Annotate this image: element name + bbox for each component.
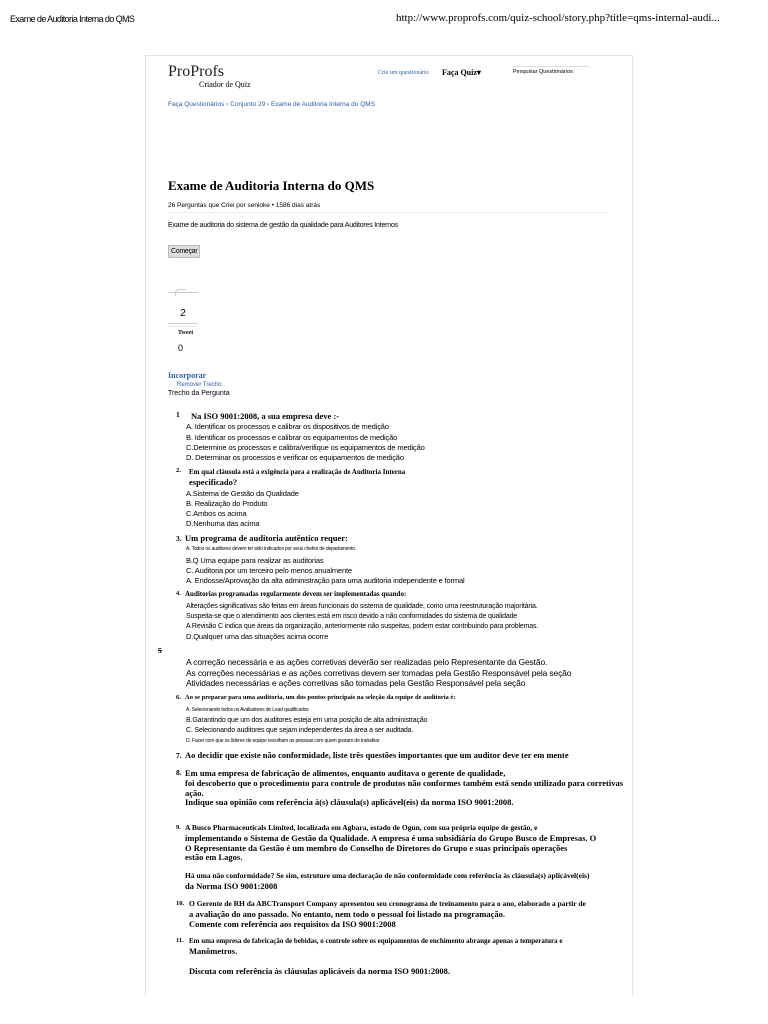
create-quiz-link[interactable]: Crie um questionário (378, 70, 429, 76)
question-number: 4. (176, 590, 181, 597)
answer-option: C.Ambos os acima (186, 509, 247, 518)
answer-option: Alterações significativas são feitas em áreas funcionais do sistema de qualidade, como uma reestruturação majoritária. (186, 603, 538, 610)
breadcrumb[interactable]: Faça Questionários › Conjunto 29 › Exame de Auditoria Interna do QMS (168, 101, 376, 108)
question-text: especificado? (189, 477, 238, 487)
share-count: 2 (180, 308, 186, 319)
question-text: Em uma empresa de fabricação de alimentos, enquanto auditava o gerente de qualidade, (185, 768, 506, 778)
question-text: Indique sua opinião com referência à(s) cláusula(s) aplicável(eis) da norma ISO 9001:2008. (185, 797, 514, 807)
answer-option: C. Selecionando auditores que sejam independentes da área a ser auditada. (186, 727, 414, 734)
answer-option: C. Auditoria por um terceiro pelo menos anualmente (186, 566, 352, 575)
question-text: Discuta com referência às cláusulas aplicáveis da norma ISO 9001:2008. (189, 966, 450, 976)
question-text: Há uma não conformidade? Se sim, estruture uma declaração de não conformidade com referência às cláusula(s) aplicável(eis) (185, 871, 590, 880)
answer-option: Atividades necessárias e ações corretivas são tomadas pela Gestão Responsável pela seção (186, 678, 526, 688)
answer-option: C.Determine os processos e calibra/verifique os equipamentos de medição (186, 443, 425, 452)
answer-option: B. Realização do Produto (186, 499, 268, 508)
question-number: 5 (158, 646, 162, 655)
question-text: Auditorias programadas regularmente devem ser implementadas quando: (185, 590, 407, 598)
page-title: Exame de Auditoria Interna do QMS (168, 178, 375, 193)
answer-option: A correção necessária e as ações corretivas deverão ser realizadas pelo Representante da Gestão. (186, 657, 548, 667)
question-number: 1 (176, 410, 180, 419)
answer-option: A. Selecionando todos os Avaliadores de Lead qualificados (186, 707, 309, 713)
embed-link[interactable]: Incorporar (168, 371, 207, 380)
question-number: 6. (176, 694, 181, 701)
question-number: 10. (176, 900, 185, 907)
question-text: da Norma ISO 9001:2008 (185, 881, 278, 891)
document-title: Exame de Auditoria Interna do QMS (10, 14, 135, 24)
answer-option: A. Todos os auditores devem ter sido indicados por seus chefes de departamento. (186, 546, 357, 552)
snippet-label: Trecho da Pergunta (168, 390, 230, 397)
question-text: Um programa de auditoria autêntico requer: (185, 533, 348, 543)
question-text: foi descoberto que o procedimento para controle de produtos não conformes também está sendo utilizado para corretivas (185, 778, 624, 788)
logo-subtitle: Criador de Quiz (199, 80, 251, 89)
answer-option: A. Endosse/Aprovação da alta administração para uma auditoria independente e formal (186, 576, 465, 585)
remove-snippet-link[interactable]: Remover Trecho (177, 382, 222, 388)
question-number: 2. (176, 467, 181, 474)
start-button[interactable]: Começar (168, 245, 200, 258)
proprofs-logo[interactable]: ProProfs (168, 63, 225, 80)
answer-option: B.Garantindo que um dos auditores esteja em uma posição de alta administração (186, 717, 428, 724)
question-text: Comente com referência aos requisitos da ISO 9001:2008 (189, 919, 396, 929)
question-text: Ao decidir que existe não conformidade, liste três questões importantes que um auditor deve ter em mente (185, 750, 569, 760)
question-text: Na ISO 9001:2008, a sua empresa deve :- (191, 411, 340, 421)
answer-option: D.Qualquer uma das situações acima ocorre (186, 632, 329, 641)
question-text: ação. (185, 788, 204, 798)
question-number: 11. (176, 937, 184, 944)
answer-option: A.Sistema de Gestão da Qualidade (186, 489, 299, 498)
question-text: A Busco Pharmaceuticals Limited, localizada em Agbara, estado de Ogun, com sua própria equipe de gestão, e (185, 823, 538, 832)
question-text: estão em Lagos. (185, 852, 243, 862)
answer-option: A. Identificar os processos e calibrar os dispositivos de medição (186, 422, 389, 431)
question-text: O Gerente de RH da ABCTransport Company apresentou seu cronograma de treinamento para o ano, elaborado a partir de (189, 899, 586, 908)
answer-option: D. Fazer com que os líderes de equipe escolham as pessoas com quem gostam de trabalhar (186, 738, 380, 744)
question-number: 3. (176, 534, 182, 543)
search-input[interactable]: Pesquisar Questionários (513, 66, 589, 79)
question-text: Manômetros. (189, 946, 238, 956)
question-number: 9. (176, 824, 181, 831)
answer-option: D.Nenhuma das acima (186, 519, 260, 528)
question-number: 7. (176, 751, 182, 760)
answer-option: A Revisão C indica que áreas da organização, anteriormente não suspeitas, podem estar contribuindo para problemas. (186, 623, 539, 630)
share-count-box[interactable] (168, 292, 198, 324)
answer-option: As correções necessárias e as ações corretivas devem ser tomadas pela Gestão Responsável pela seção (186, 668, 572, 678)
question-number: 8. (176, 768, 182, 777)
question-text: O Representante da Gestão é um membro do Conselho de Diretores do Grupo e suas principais operações (185, 843, 568, 853)
question-text: implementando o Sistema de Gestão da Qualidade. A empresa é uma subsidiária do Grupo Busco de Empresas. O (185, 833, 597, 843)
answer-option: B.Q Uma equipe para realizar as auditorias (186, 556, 324, 565)
answer-option: D. Determinar os processos e verificar os equipamentos de medição (186, 453, 404, 462)
question-text: a avaliação do ano passado. No entanto, nem todo o pessoal foi listado na programação. (189, 909, 506, 919)
question-text: Ao se preparar para uma auditoria, um dos pontos principais na seleção da equipe de auditoria é: (185, 694, 456, 701)
quiz-description: Exame de auditoria do sistema de gestão da qualidade para Auditores Internos (168, 222, 398, 229)
divider (168, 326, 198, 327)
take-quiz-menu[interactable]: Faça Quiz▾ (442, 68, 481, 77)
page-url[interactable]: http://www.proprofs.com/quiz-school/story.php?title=qms-internal-audi... (396, 12, 720, 24)
tweet-count: 0 (178, 343, 184, 353)
tweet-button[interactable]: Tweet (178, 330, 194, 336)
question-text: Em uma empresa de fabricação de bebidas, o controle sobre os equipamentos de enchimento abrange apenas a temperatura e (189, 937, 563, 945)
answer-option: Suspeita-se que o atendimento aos clientes está em risco devido a não conformidades do sistema de qualidade (186, 613, 518, 620)
question-text: Em qual cláusula está a exigência para a realização de Auditoria Interna (189, 468, 406, 476)
answer-option: B. Identificar os processos e calibrar os equipamentos de medição (186, 433, 398, 442)
quiz-meta: 26 Perguntas que Criei por senioke • 1586 dias atrás (168, 202, 321, 209)
divider (168, 212, 608, 213)
